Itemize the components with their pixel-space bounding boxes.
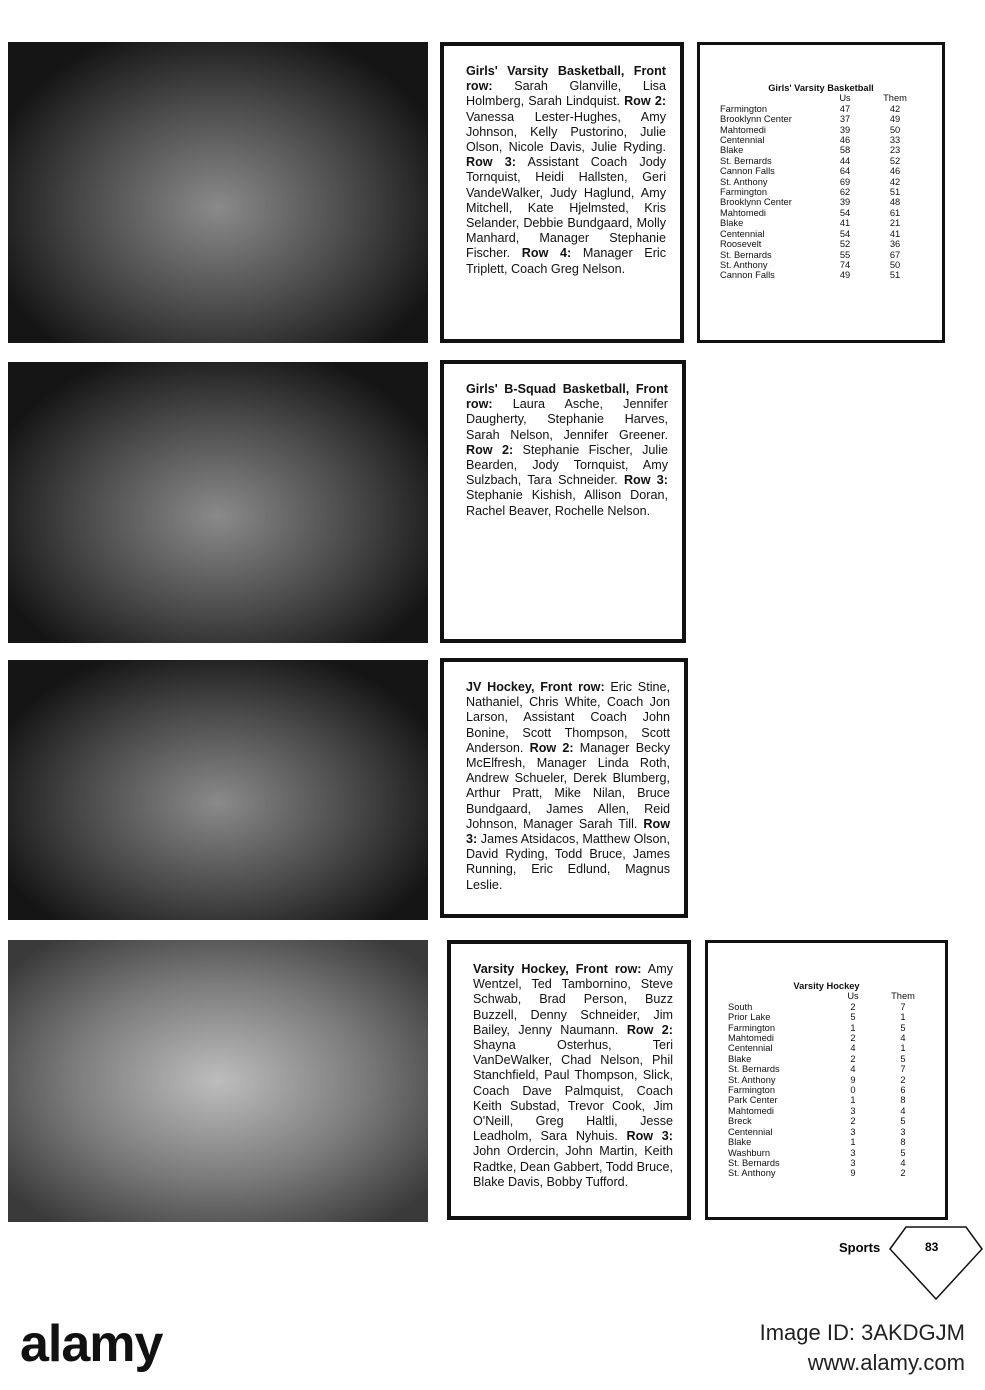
us-score: 9	[850, 1074, 856, 1085]
them-score: 7	[900, 1064, 906, 1075]
score-row	[720, 250, 920, 260]
them-score: 49	[889, 114, 901, 125]
them-score: 48	[889, 197, 901, 208]
scoreboard-girls-varsity-basketball	[697, 42, 945, 343]
scoreboard-title: Varsity Hockey	[793, 981, 860, 991]
photo-varsity-hockey	[8, 940, 428, 1222]
us-score: 46	[839, 135, 851, 146]
opponent: St. Anthony	[728, 1074, 776, 1085]
opponent: Centennial	[720, 135, 765, 146]
photo-jv-hockey	[8, 660, 428, 920]
opponent: Farmington	[720, 187, 768, 198]
them-score: 1	[900, 1012, 906, 1023]
them-score: 8	[900, 1137, 906, 1148]
score-row	[720, 229, 920, 239]
us-score: 55	[839, 249, 851, 260]
opponent: Mahtomedi	[728, 1033, 774, 1044]
us-score: 39	[839, 197, 851, 208]
us-score: 5	[850, 1012, 856, 1023]
opponent: Farmington	[728, 1085, 776, 1096]
them-score: 2	[900, 1168, 906, 1179]
them-score: 4	[900, 1105, 906, 1116]
us-score: 37	[839, 114, 851, 125]
us-score: Us	[847, 991, 859, 1002]
us-score: 41	[839, 218, 851, 229]
opponent	[728, 991, 828, 1001]
us-score: 58	[839, 145, 851, 156]
them-score: 1	[900, 1043, 906, 1054]
them-score: 5	[900, 1147, 906, 1158]
caption-heading: JV Hockey, Front row:	[466, 680, 605, 694]
us-score: 2	[850, 1116, 856, 1127]
them-score: 8	[900, 1095, 906, 1106]
opponent: Centennial	[720, 228, 765, 239]
us-score: 3	[850, 1105, 856, 1116]
caption-heading: Girls' B-Squad Basketball, Front row:	[466, 382, 668, 412]
caption-names: Vanessa Lester-Hughes, Amy Johnson, Kelly Pustorino, Julie Olson, Nicole Davis, Julie Ryding.	[466, 109, 666, 155]
score-row	[720, 145, 920, 155]
watermark-bar	[0, 1300, 985, 1390]
us-score: 1	[850, 1095, 856, 1106]
watermark-image-id: Image ID: 3AKDGJM	[759, 1320, 965, 1345]
caption-girls-varsity-basketball	[440, 42, 684, 343]
them-score: 51	[889, 270, 901, 281]
scoreboard-title: Girls' Varsity Basketball	[768, 83, 874, 93]
opponent: St. Anthony	[720, 259, 768, 270]
opponent: Centennial	[728, 1043, 773, 1054]
caption-heading: Row 2:	[624, 94, 667, 109]
caption-names: Laura Asche, Jennifer Daugherty, Stephanie Harves, Sarah Nelson, Jennifer Greener.	[466, 397, 668, 442]
score-row	[728, 1148, 928, 1158]
opponent: Blake	[720, 145, 744, 156]
score-row	[720, 135, 920, 145]
opponent: Washburn	[728, 1147, 771, 1158]
us-score: 1	[850, 1137, 856, 1148]
score-row	[720, 197, 920, 207]
them-score: 33	[889, 135, 901, 146]
them-score: 42	[889, 176, 901, 187]
caption-heading: Row 3:	[626, 1129, 673, 1144]
score-row	[728, 1075, 928, 1085]
score-row	[720, 270, 920, 280]
us-score: 52	[839, 239, 851, 250]
caption-names: John Ordercin, John Martin, Keith Radtke, Dean Gabbert, Todd Bruce, Blake Davis, Bobby Tufford.	[473, 1144, 673, 1189]
caption-names: Manager Eric Triplett, Coach Greg Nelson.	[466, 246, 667, 276]
opponent: St. Anthony	[728, 1168, 776, 1179]
watermark-logo: alamy	[20, 1315, 163, 1373]
them-score: 4	[900, 1157, 906, 1168]
us-score: 3	[850, 1157, 856, 1168]
caption-names: James Atsidacos, Matthew Olson, David Ryding, Todd Bruce, James Running, Eric Edlund, Magnus Leslie.	[466, 832, 670, 892]
score-row	[720, 187, 920, 197]
photo-girls-b-squad-basketball	[8, 362, 428, 643]
opponent: Blake	[728, 1137, 752, 1148]
us-score: 74	[839, 259, 851, 270]
watermark-url: www.alamy.com	[807, 1350, 965, 1375]
score-row	[720, 104, 920, 114]
opponent: Breck	[728, 1116, 752, 1127]
us-score: 3	[850, 1126, 856, 1137]
them-score: 21	[889, 218, 901, 229]
caption-heading: Row 4:	[521, 246, 572, 261]
caption-varsity-hockey	[447, 940, 691, 1220]
score-header-row	[728, 991, 928, 1001]
caption-jv-hockey	[440, 658, 688, 918]
score-row	[728, 1127, 928, 1137]
score-row	[728, 1043, 928, 1053]
caption-heading: Row 3:	[623, 473, 668, 488]
caption-names: Stephanie Kishish, Allison Doran, Rachel Beaver, Rochelle Nelson.	[466, 488, 668, 518]
us-score: 1	[850, 1022, 856, 1033]
caption-heading: Row 2:	[626, 1022, 674, 1037]
us-score: 2	[850, 1001, 856, 1012]
them-score: 51	[889, 187, 901, 198]
them-score: 41	[889, 228, 901, 239]
score-row	[728, 1158, 928, 1168]
them-score: 42	[889, 103, 901, 114]
us-score: 0	[850, 1085, 856, 1096]
us-score: 69	[839, 176, 851, 187]
opponent: Farmington	[728, 1022, 776, 1033]
caption-names: Shayna Osterhus, Teri VanDeWalker, Chad Nelson, Phil Stanchfield, Paul Thompson, Slick, Coach Dave Palmquist, Coach Keith Substad, Trevor Cook, Jim O'Neill, Greg Haltli, Jesse Leadholm, Sara Nyhuis.	[473, 1038, 673, 1144]
score-row	[728, 1085, 928, 1095]
caption-names: Eric Stine, Nathaniel, Chris White, Coach Jon Larson, Assistant Coach John Bonine, Scott Thompson, Scott Anderson.	[466, 680, 670, 755]
score-row	[720, 239, 920, 249]
them-score: 5	[900, 1053, 906, 1064]
opponent: South	[728, 1001, 753, 1012]
us-score: 4	[850, 1043, 856, 1054]
them-score: 5	[900, 1022, 906, 1033]
them-score: 7	[900, 1001, 906, 1012]
us-score: 47	[839, 103, 851, 114]
opponent: Cannon Falls	[720, 270, 775, 281]
us-score: 4	[850, 1064, 856, 1075]
opponent: Mahtomedi	[720, 207, 766, 218]
opponent: Brooklynn Center	[720, 197, 792, 208]
opponent: St. Bernards	[728, 1064, 780, 1075]
opponent: Farmington	[720, 103, 768, 114]
score-row	[728, 1137, 928, 1147]
opponent: St. Bernards	[728, 1157, 780, 1168]
caption-heading: Row 3:	[466, 155, 516, 170]
them-score: 23	[889, 145, 901, 156]
us-score: Us	[839, 93, 851, 104]
caption-heading: Girls' Varsity Basketball, Front row:	[466, 64, 666, 94]
caption-heading: Row 3:	[466, 816, 670, 847]
opponent: Blake	[720, 218, 744, 229]
caption-heading: Row 2:	[466, 442, 514, 457]
caption-names: Stephanie Fischer, Julie Bearden, Jody Tornquist, Amy Sulzbach, Tara Schneider.	[466, 442, 668, 488]
us-score: 49	[839, 270, 851, 281]
them-score: 67	[889, 249, 901, 260]
score-row	[720, 208, 920, 218]
us-score: 62	[839, 187, 851, 198]
score-header-row	[720, 93, 920, 103]
score-row	[728, 1106, 928, 1116]
them-score: 6	[900, 1085, 906, 1096]
opponent: Prior Lake	[728, 1012, 771, 1023]
caption-girls-b-squad-basketball	[440, 360, 686, 643]
score-table	[728, 991, 928, 1178]
them-score: 50	[889, 259, 901, 270]
score-row	[720, 114, 920, 124]
opponent: Centennial	[728, 1126, 773, 1137]
opponent: Cannon Falls	[720, 166, 775, 177]
them-score: 50	[889, 124, 901, 135]
score-row	[728, 1023, 928, 1033]
us-score: 54	[839, 228, 851, 239]
opponent: St. Bernards	[720, 249, 772, 260]
us-score: 2	[850, 1053, 856, 1064]
score-row	[728, 1168, 928, 1178]
caption-heading: Varsity Hockey, Front row:	[473, 962, 642, 976]
caption-names: Assistant Coach Jody Tornquist, Heidi Hallsten, Geri VandeWalker, Judy Haglund, Amy Mitchell, Kate Hjelmsted, Kris Selander, Debbie Bundgaard, Molly Manhard, Manager Stephanie Fischer.	[466, 155, 666, 261]
them-score: 5	[900, 1116, 906, 1127]
them-score: 4	[900, 1033, 906, 1044]
score-row	[720, 177, 920, 187]
score-row	[728, 1064, 928, 1074]
scoreboard-varsity-hockey	[705, 940, 948, 1220]
opponent: Mahtomedi	[720, 124, 766, 135]
us-score: 3	[850, 1147, 856, 1158]
score-row	[728, 1033, 928, 1043]
us-score: 64	[839, 166, 851, 177]
us-score: 2	[850, 1033, 856, 1044]
photo-girls-varsity-basketball	[8, 42, 428, 343]
caption-names: Manager Becky McElfresh, Manager Linda Roth, Andrew Schueler, Derek Blumberg, Arthur Pratt, Mike Nilan, Bruce Bundgaard, James Allen, Reid Johnson, Manager Sarah Till.	[466, 740, 670, 831]
score-row	[728, 1054, 928, 1064]
opponent: Brooklynn Center	[720, 114, 792, 125]
score-table	[720, 93, 920, 280]
opponent: Blake	[728, 1053, 752, 1064]
us-score: 9	[850, 1168, 856, 1179]
opponent: St. Anthony	[720, 176, 768, 187]
score-row	[728, 1116, 928, 1126]
them-score: 36	[889, 239, 901, 250]
them-score: 2	[900, 1074, 906, 1085]
score-row	[720, 125, 920, 135]
opponent	[720, 93, 820, 103]
page-number-diamond-icon	[888, 1225, 984, 1301]
section-label: Sports	[839, 1240, 881, 1255]
score-row	[728, 1095, 928, 1105]
them-score: 3	[900, 1126, 906, 1137]
page-number: 83	[925, 1240, 939, 1254]
caption-names: Amy Wentzel, Ted Tambornino, Steve Schwab, Brad Person, Buzz Buzzell, Denny Schneider, Jim Bailey, Jenny Naumann.	[473, 962, 673, 1037]
caption-names: Sarah Glanville, Lisa Holmberg, Sarah Lindquist.	[466, 79, 666, 109]
opponent: Mahtomedi	[728, 1105, 774, 1116]
opponent: St. Bernards	[720, 155, 772, 166]
score-row	[728, 1002, 928, 1012]
us-score: 44	[839, 155, 851, 166]
score-row	[720, 218, 920, 228]
them-score: 52	[889, 155, 901, 166]
score-row	[720, 260, 920, 270]
score-row	[720, 166, 920, 176]
them-score: 46	[889, 166, 901, 177]
score-row	[728, 1012, 928, 1022]
them-score: 61	[889, 207, 901, 218]
score-row	[720, 156, 920, 166]
opponent: Roosevelt	[720, 239, 762, 250]
us-score: 54	[839, 207, 851, 218]
caption-heading: Row 2:	[529, 740, 574, 755]
them-score: Them	[891, 991, 915, 1002]
opponent: Park Center	[728, 1095, 778, 1106]
us-score: 39	[839, 124, 851, 135]
them-score: Them	[883, 93, 907, 104]
